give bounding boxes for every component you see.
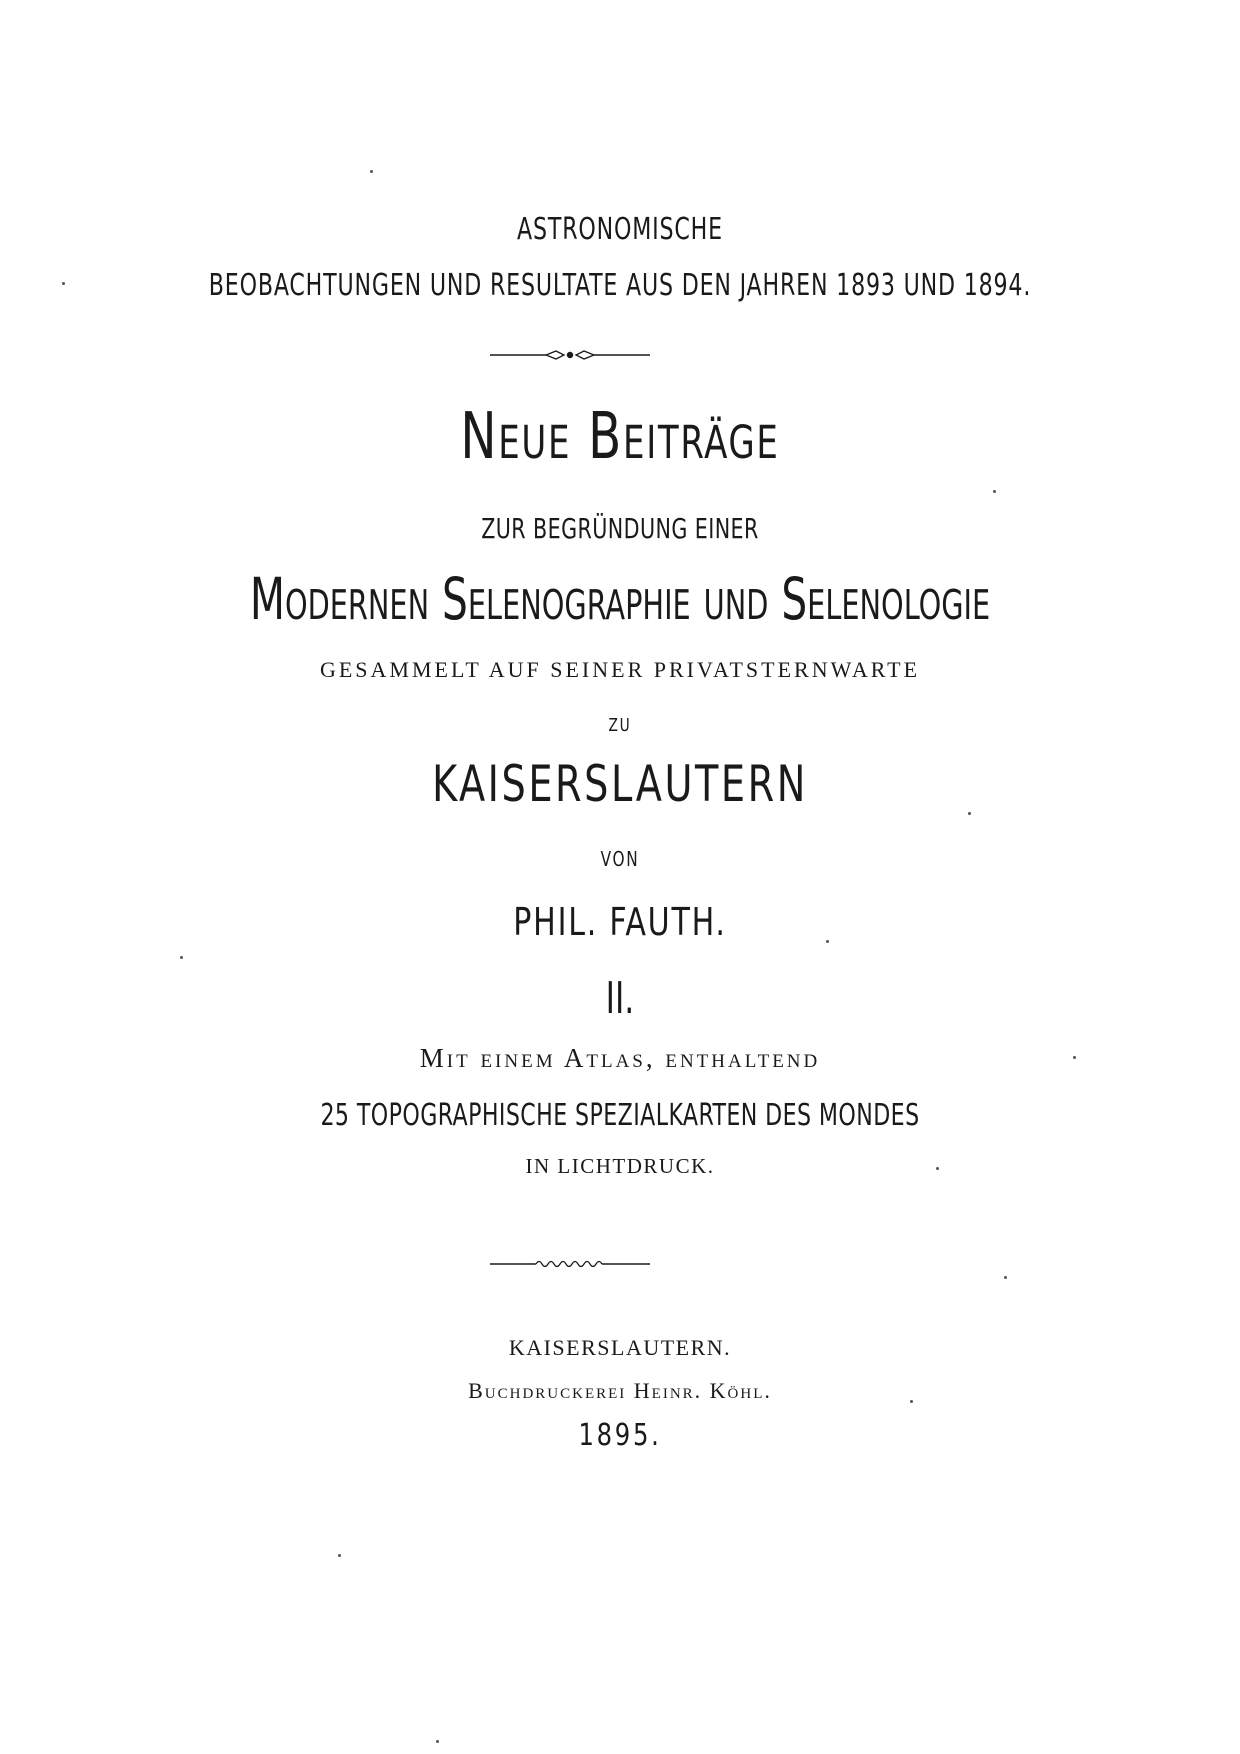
divider-ornament-bottom	[490, 1253, 650, 1273]
maps-line: 25 TOPOGRAPHISCHE SPEZIALKARTEN DES MONDES	[320, 1098, 920, 1133]
print-method: IN LICHTDRUCK.	[525, 1154, 715, 1178]
divider-ornament-top	[490, 345, 650, 365]
paper-speck	[1004, 1276, 1007, 1279]
paper-speck	[370, 170, 373, 173]
imprint-place: KAISERSLAUTERN.	[508, 1335, 732, 1360]
place-name: KAISERSLAUTERN	[432, 755, 808, 813]
paper-speck	[910, 1400, 913, 1403]
series-line-1: ASTRONOMISCHE	[517, 212, 723, 247]
atlas-line: Mit einem Atlas, enthaltend	[419, 1043, 821, 1073]
printer-name: Buchdruckerei Heinr. Köhl.	[468, 1378, 772, 1403]
series-line-2: BEOBACHTUNGEN UND RESULTATE AUS DEN JAHREN 1893 UND 1894.	[208, 268, 1032, 303]
paper-speck	[826, 940, 829, 943]
collected-line: GESAMMELT AUF SEINER PRIVATSTERNWARTE	[319, 657, 921, 682]
paper-speck	[62, 282, 65, 285]
main-title: Neue Beiträge	[460, 400, 780, 474]
paper-speck	[180, 956, 183, 959]
paper-speck	[1073, 1056, 1076, 1059]
paper-speck	[436, 1740, 439, 1743]
paper-speck	[338, 1554, 341, 1557]
paper-speck	[936, 1167, 939, 1170]
volume-number: II.	[605, 973, 635, 1024]
paper-speck	[968, 812, 971, 815]
author-name: PHIL. FAUTH.	[513, 900, 727, 944]
main-subject: Modernen Selenographie und Selenologie	[249, 565, 991, 633]
von-word: VON	[600, 847, 640, 871]
zu-word: ZU	[608, 715, 632, 736]
subtitle-line: ZUR BEGRÜNDUNG EINER	[481, 512, 759, 545]
paper-speck	[993, 490, 996, 493]
publication-year: 1895.	[578, 1418, 662, 1453]
